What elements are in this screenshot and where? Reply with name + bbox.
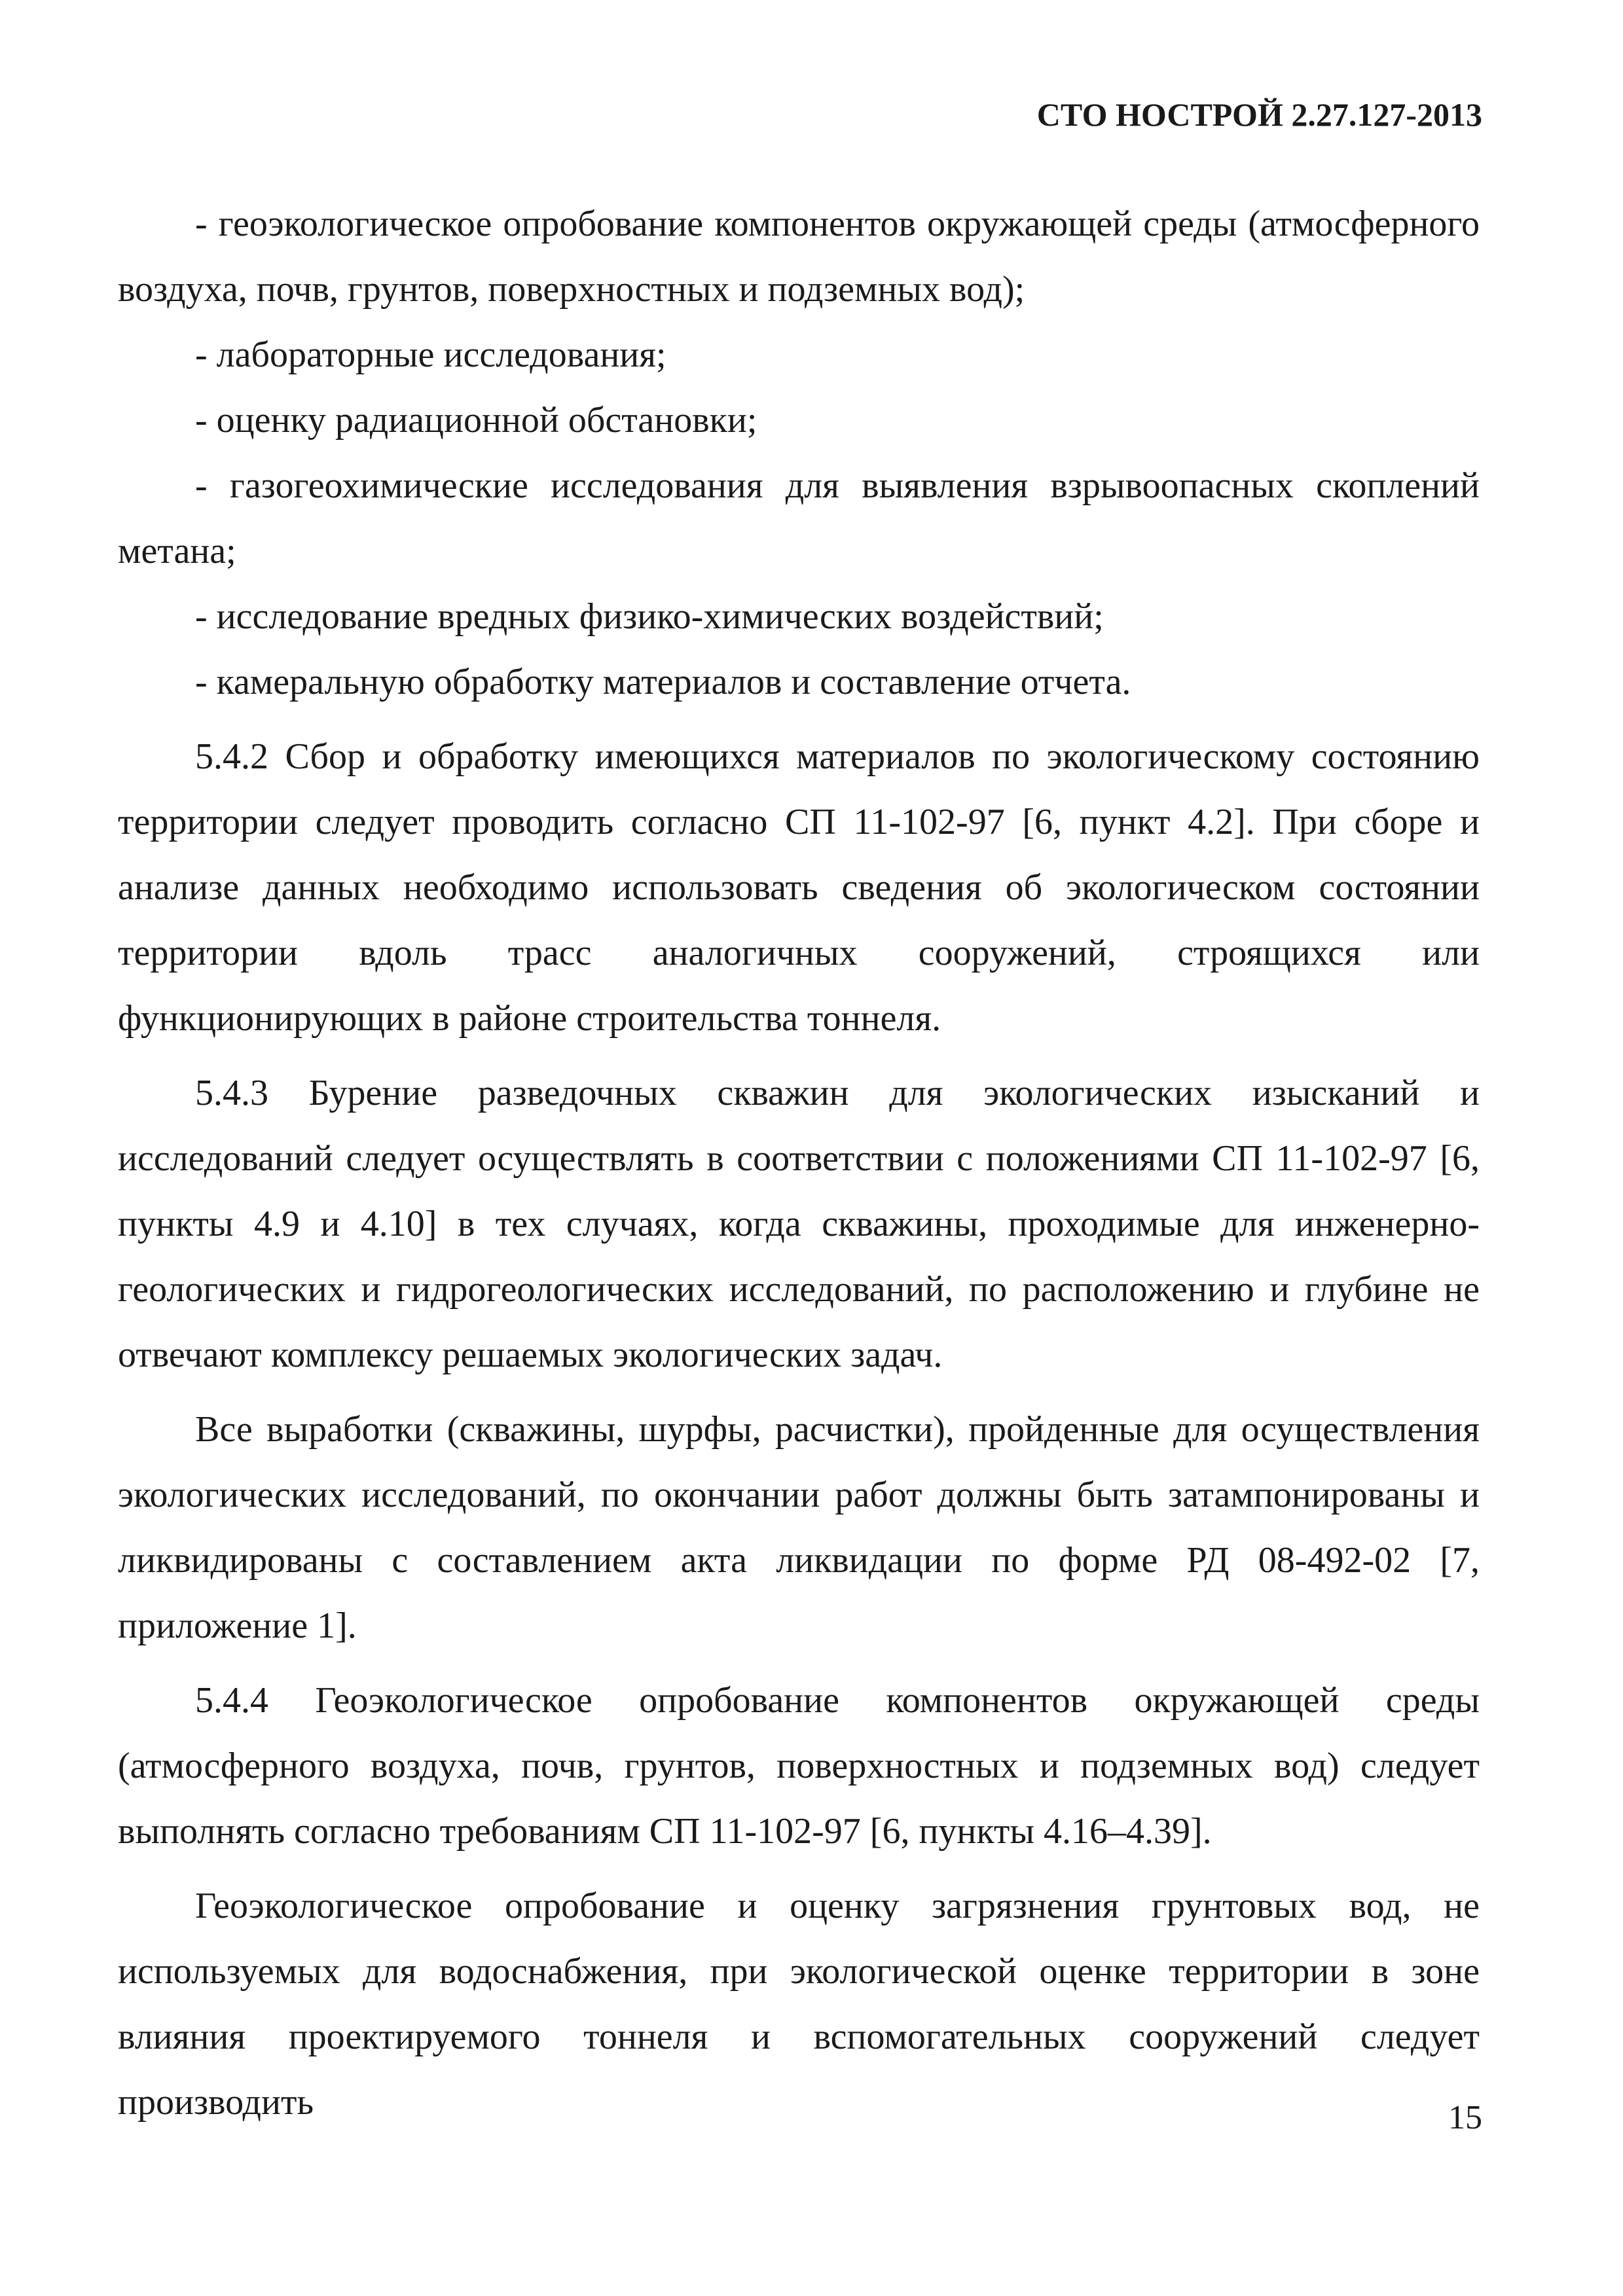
list-item-radiation-assessment: - оценку радиационной обстановки; <box>195 400 757 440</box>
paragraph-groundwater-sampling: Геоэкологическое опробование и оценку загрязнения грунтовых вод, не используемых для водоснабжения, при экологической оценке территории в зоне влияния проектируемого тоннеля и вспомогательных сооружений следует производить <box>118 1886 1480 2123</box>
paragraph-workings-liquidation: Все выработки (скважины, шурфы, расчистки), пройденные для осуществления экологических исследований, по окончании работ должны быть затампонированы и ликвидированы с составлением акта ликвидации по форме РД 08-492-02 [7, приложение 1]. <box>118 1409 1480 1646</box>
list-item-geoecological-sampling: - геоэкологическое опробование компонентов окружающей среды (атмосферного воздуха, почв, грунтов, поверхностных и подземных вод); <box>118 204 1480 310</box>
page-number: 15 <box>1448 2099 1482 2136</box>
list-item-laboratory-research: - лабораторные исследования; <box>195 334 666 375</box>
document-code-header: СТО НОСТРОЙ 2.27.127-2013 <box>1036 96 1482 133</box>
clause-5-4-2: 5.4.2 Сбор и обработку имеющихся материалов по экологическому состоянию территории следует проводить согласно СП 11-102-97 [6, пункт 4.2]. При сборе и анализе данных необходимо использовать сведения об экологическом состоянии территории вдоль трасс аналогичных сооружений, строящихся или функционирующих в районе строительства тоннеля. <box>118 736 1480 1039</box>
list-item-harmful-impacts-research: - исследование вредных физико-химических воздействий; <box>195 596 1104 637</box>
list-item-office-processing: - камеральную обработку материалов и составление отчета. <box>195 662 1131 702</box>
body-text <box>118 191 1480 2135</box>
clause-5-4-4: 5.4.4 Геоэкологическое опробование компонентов окружающей среды (атмосферного воздуха, почв, грунтов, поверхностных и подземных вод) следует выполнять согласно требованиям СП 11-102-97 [6, пункты 4.16–4.39]. <box>118 1680 1480 1852</box>
list-item-gas-geochemical-research: - газогеохимические исследования для выявления взрывоопасных скоплений метана; <box>118 465 1480 571</box>
clause-5-4-3: 5.4.3 Бурение разведочных скважин для экологических изысканий и исследований следует осуществлять в соответствии с положениями СП 11-102-97 [6, пункты 4.9 и 4.10] в тех случаях, когда скважины, проходимые для инженерно-геологических и гидрогеологических исследований, по расположению и глубине не отвечают комплексу решаемых экологических задач. <box>118 1073 1480 1375</box>
